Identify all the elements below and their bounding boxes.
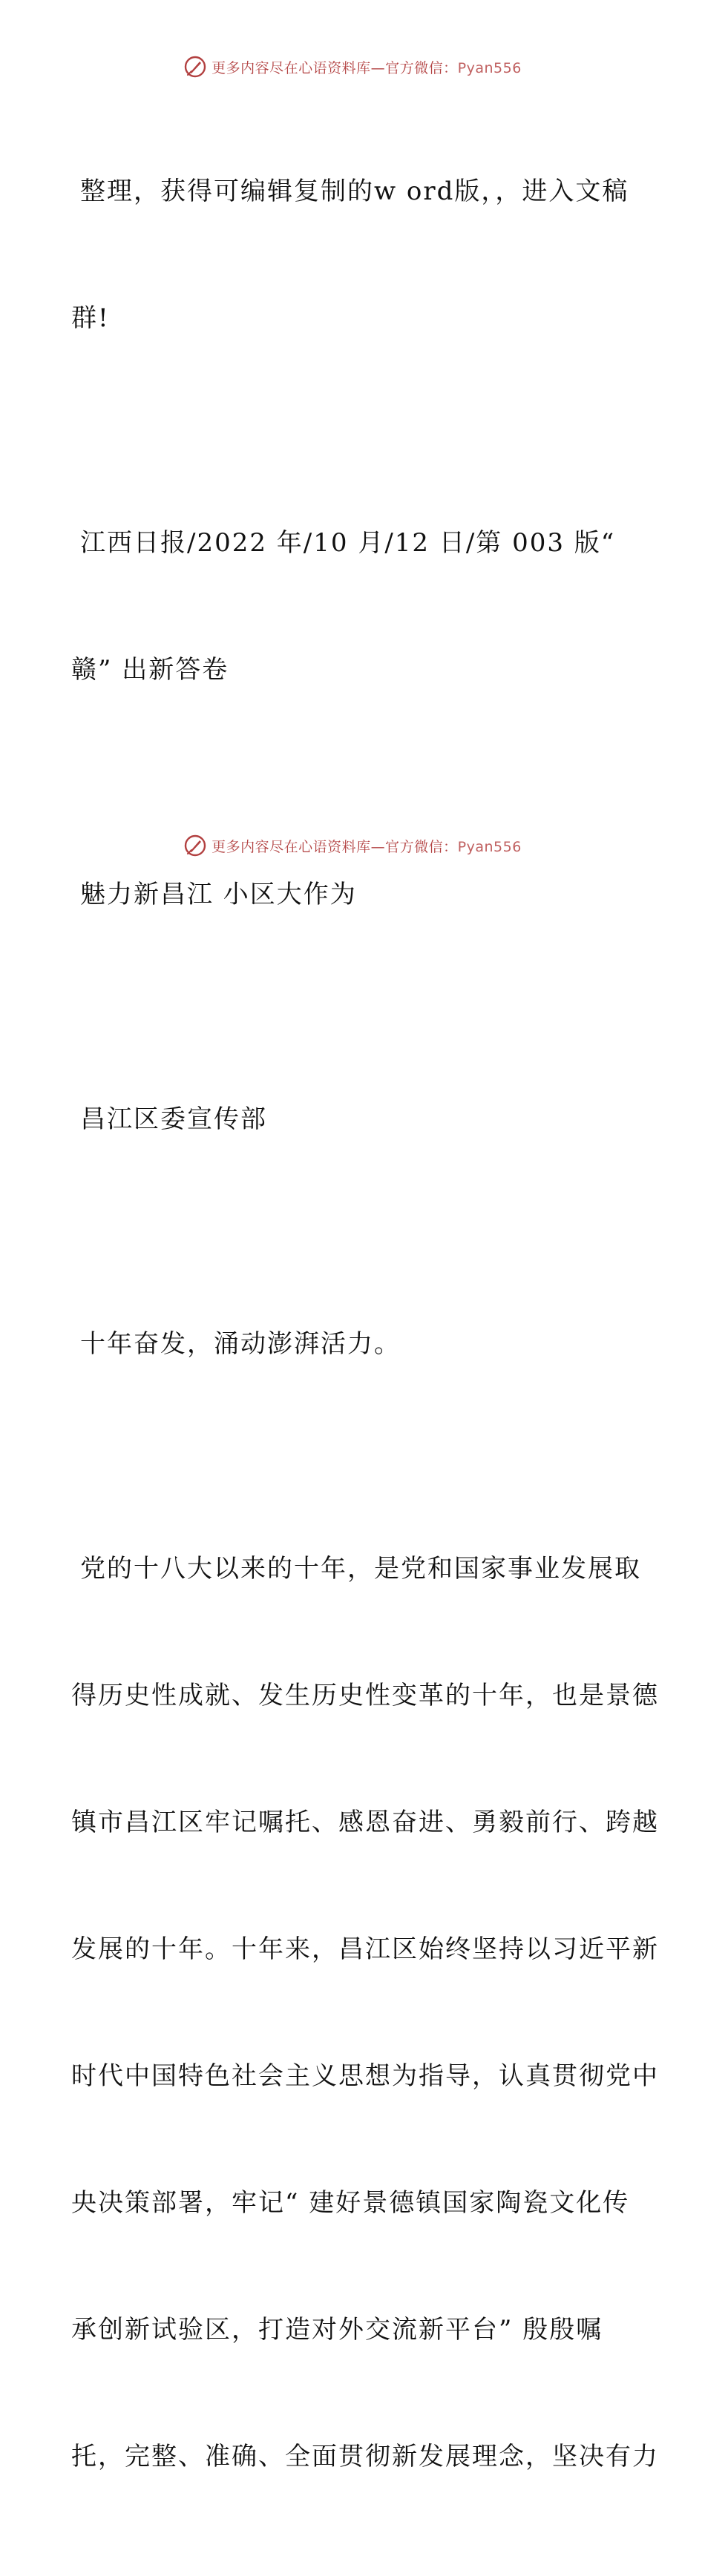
article-author (71, 1014, 635, 1225)
text-line: 镇市昌江区牢记嘱托、感恩奋进、勇毅前行、跨越 (71, 1808, 659, 1837)
text-line: 承创新试验区，打造对外交流新平台” 殷殷嘱 (71, 2315, 603, 2345)
text-line: 昌江区委宣传部 (80, 1104, 267, 1134)
watermark-text: 更多内容尽在心语资料库—官方微信：Pyan556 (212, 838, 522, 855)
paragraph-intro (71, 86, 635, 424)
article-title (71, 789, 635, 1001)
text-line: 十年奋发，涌动澎湃活力。 (80, 1329, 401, 1359)
text-line: 党的十八大以来的十年，是党和国家事业发展取 (80, 1554, 641, 1584)
quill-logo-icon (183, 834, 207, 857)
article-paragraph (71, 1463, 659, 2563)
text-line: 赣” 出新答卷 (71, 655, 229, 685)
watermark-footer (0, 831, 705, 860)
text-line: 魅力新昌江 小区大作为 (80, 880, 357, 909)
watermark-text: 更多内容尽在心语资料库—官方微信：Pyan556 (212, 59, 522, 76)
text-line: 央决策部署，牢记“ 建好景德镇国家陶瓷文化传 (71, 2188, 630, 2218)
quill-logo-icon (183, 55, 207, 79)
text-line: 得历史性成就、发生历史性变革的十年，也是景德 (71, 1681, 659, 1710)
text-line: 托，完整、准确、全面贯彻新发展理念，坚决有力 (71, 2442, 659, 2471)
watermark-header (0, 52, 705, 82)
article-body (71, 86, 659, 2576)
text-line: 整理，获得可编辑复制的w ord版，，进入文稿 (80, 177, 629, 206)
paragraph-source (71, 438, 635, 776)
text-line: 群! (71, 303, 110, 333)
text-line: 江西日报/2022 年/10 月/12 日/第 003 版“ (80, 528, 616, 558)
text-line: 时代中国特色社会主义思想为指导，认真贯彻党中 (71, 2061, 659, 2091)
article-lead (71, 1239, 635, 1450)
text-line: 发展的十年。十年来，昌江区始终坚持以习近平新 (71, 1934, 659, 1964)
